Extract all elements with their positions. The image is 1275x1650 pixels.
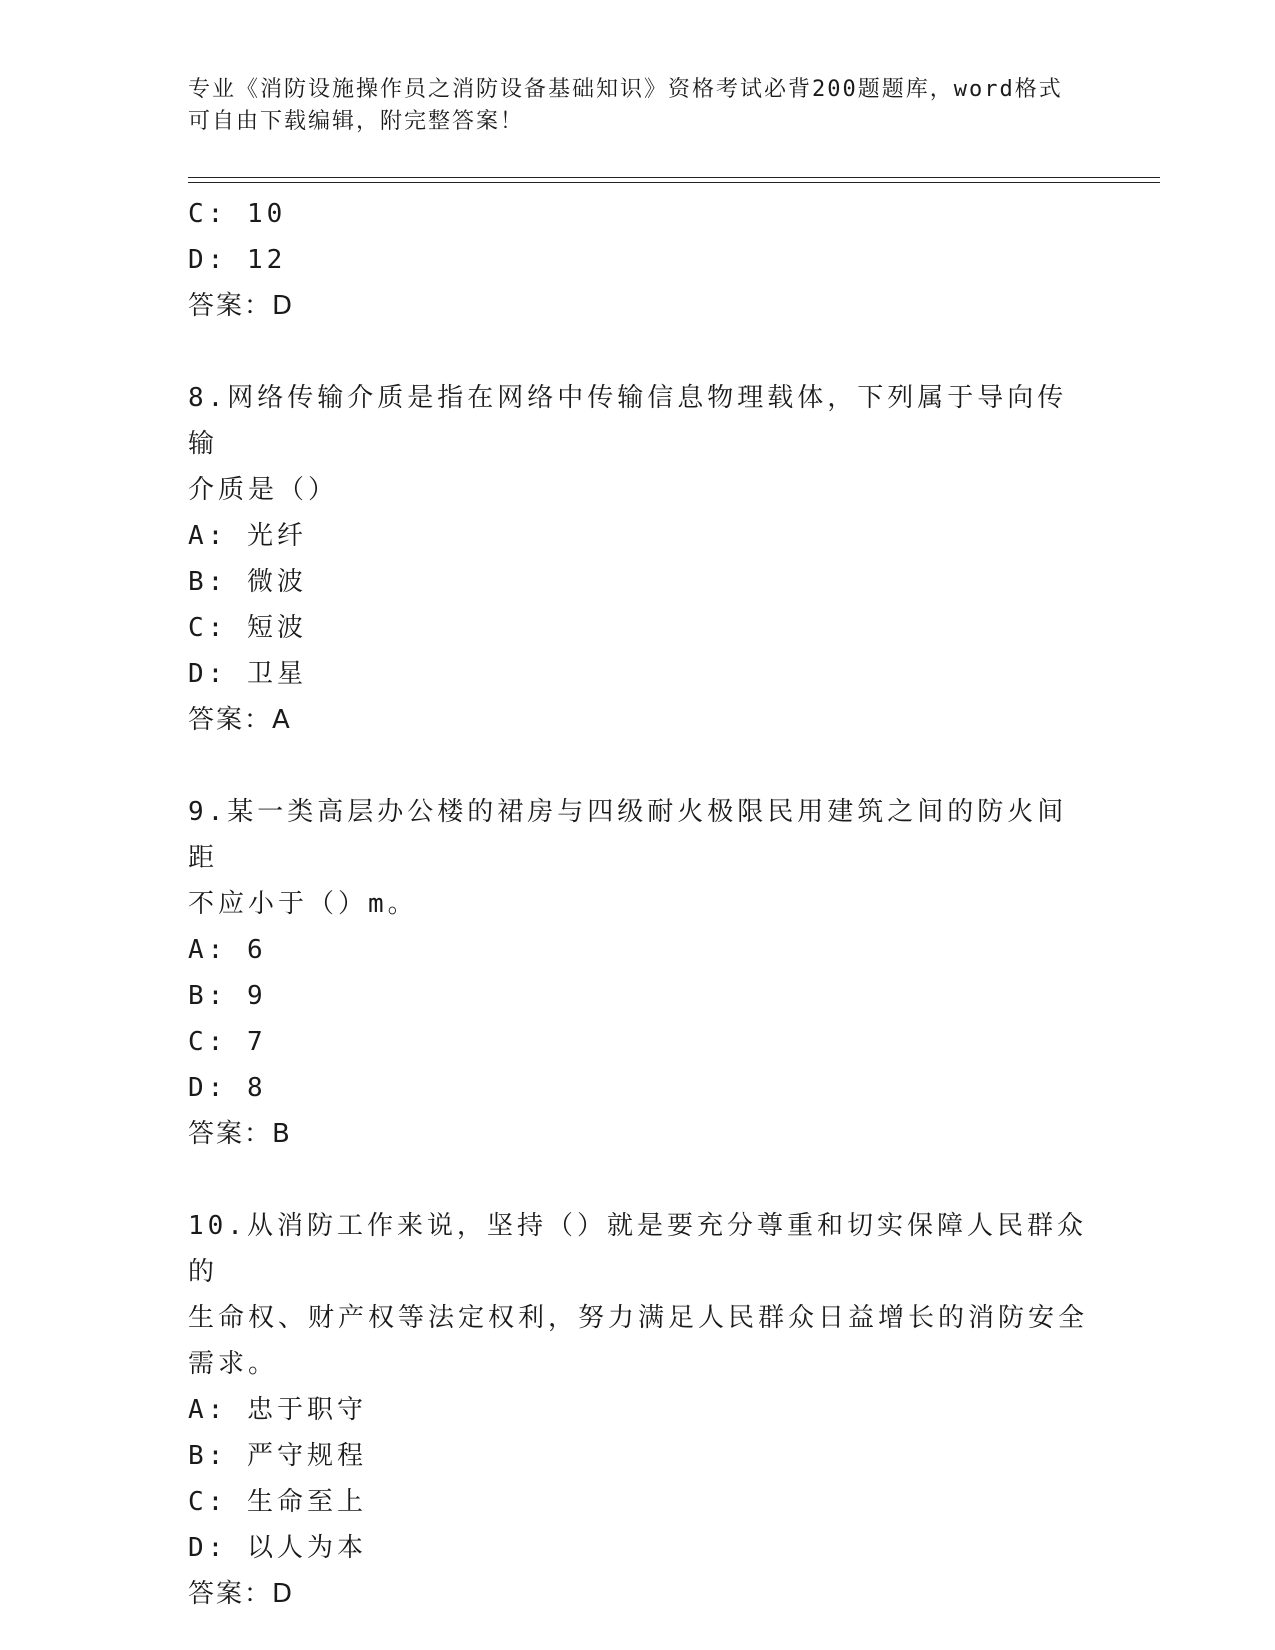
option-d: D: 卫星 [188,659,307,689]
option-b: B: 严守规程 [188,1441,367,1471]
question-9 [188,789,1088,1157]
header-divider-top [188,177,1160,178]
question-stem: 介质是（） [188,475,339,505]
option-c: C: 短波 [188,613,307,643]
header-divider-bottom [188,182,1160,183]
option-b: B: 9 [188,981,267,1011]
option-d: D: 以人为本 [188,1533,367,1563]
question-stem: 10.从消防工作来说，坚持（）就是要充分尊重和切实保障人民群众的 [188,1211,1087,1287]
question-list [188,191,1088,1617]
option-c: C: 10 [188,199,287,229]
document-header: 专业《消防设施操作员之消防设备基础知识》资格考试必背200题题库，word格式可自由下载编辑，附完整答案！ [188,77,1063,134]
answer-line: 答案：D [188,1579,295,1609]
option-b: B: 微波 [188,567,307,597]
question-stem: 生命权、财产权等法定权利，努力满足人民群众日益增长的消防安全 [188,1303,1089,1333]
question-stem: 8.网络传输介质是指在网络中传输信息物理载体，下列属于导向传输 [188,383,1068,459]
question-stem: 9.某一类高层办公楼的裙房与四级耐火极限民用建筑之间的防火间距 [188,797,1068,873]
answer-line: 答案：A [188,705,292,735]
question-10 [188,1203,1088,1617]
option-d: D: 8 [188,1073,267,1103]
question-stem: 需求。 [188,1349,279,1379]
option-c: C: 生命至上 [188,1487,367,1517]
option-a: A: 光纤 [188,521,307,551]
option-c: C: 7 [188,1027,267,1057]
answer-line: 答案：B [188,1119,292,1149]
question-fragment [188,191,1088,329]
answer-line: 答案：D [188,291,295,321]
question-8 [188,375,1088,743]
option-a: A: 忠于职守 [188,1395,367,1425]
option-a: A: 6 [188,935,267,965]
option-d: D: 12 [188,245,287,275]
question-stem: 不应小于（）m。 [188,889,418,919]
